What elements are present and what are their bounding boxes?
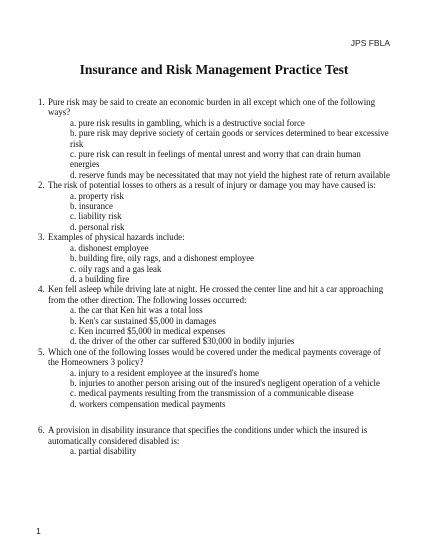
option-a: a. injury to a resident employee at the insured's home xyxy=(70,367,259,378)
question-text: The risk of potential losses to others as a result of injury or damage you may have caused is: xyxy=(48,180,376,191)
option-a: a. partial disability xyxy=(70,446,137,456)
question-2 xyxy=(38,180,390,232)
question-text: A provision in disability insurance that specifies the conditions under which the insured is automatically considered disabled is: xyxy=(48,425,368,446)
question-number: 5. xyxy=(38,346,45,357)
option-d: d. the driver of the other car suffered $30,000 in bodily injuries xyxy=(70,336,295,347)
question-number: 3. xyxy=(38,232,45,243)
option-c: c. Ken incurred $5,000 in medical expenses xyxy=(70,325,226,336)
question-number: 4. xyxy=(38,284,45,295)
question-text: Examples of physical hazards include: xyxy=(48,232,185,243)
document-title: Insurance and Risk Management Practice Test xyxy=(79,62,349,77)
option-b: b. building fire, oily rags, and a dishonest employee xyxy=(70,253,255,264)
question-4 xyxy=(38,284,390,346)
option-a: a. the car that Ken hit was a total loss xyxy=(70,305,203,316)
section-gap xyxy=(38,409,390,425)
option-d: d. a building fire xyxy=(70,273,130,284)
option-d: d. reserve funds may be necessitated that may not yield the highest rate of return available xyxy=(70,169,390,180)
option-d: d. workers compensation medical payments xyxy=(70,398,226,409)
question-number: 1. xyxy=(38,97,45,107)
question-text: Ken fell asleep while driving late at night. He crossed the center line and hit a car approaching from the other direction. The following losses occurred: xyxy=(48,284,384,305)
question-list xyxy=(38,97,390,456)
option-a: a. property risk xyxy=(70,190,124,201)
option-a: a. pure risk results in gambling, which is a destructive social force xyxy=(70,117,305,128)
option-b: b. insurance xyxy=(70,201,113,212)
question-number: 6. xyxy=(38,425,45,436)
question-3 xyxy=(38,232,390,284)
page-number: 1 xyxy=(36,526,41,536)
question-1 xyxy=(38,97,390,180)
option-c: c. liability risk xyxy=(70,211,122,222)
option-d: d. personal risk xyxy=(70,221,125,232)
option-a: a. dishonest employee xyxy=(70,242,149,253)
option-c: c. pure risk can result in feelings of mental unrest and worry that can drain human energies xyxy=(70,149,361,170)
question-text: Which one of the following losses would be covered under the medical payments coverage of the Homeowners 3 policy? xyxy=(48,346,381,368)
option-b: b. Ken's car sustained $5,000 in damages xyxy=(70,315,217,326)
header-org: JPS FBLA xyxy=(350,38,390,48)
option-c: c. oily rags and a gas leak xyxy=(70,263,162,274)
option-c: c. medical payments resulting from the transmission of a communicable disease xyxy=(70,388,354,399)
option-b: b. injuries to another person arising out of the insured's negligent operation of a vehicle xyxy=(70,377,380,388)
option-b: b. pure risk may deprive society of certain goods or services determined to bear excessive risk xyxy=(70,128,389,149)
question-number: 2. xyxy=(38,180,45,191)
question-5 xyxy=(38,347,390,409)
question-text: Pure risk may be said to create an economic burden in all except which one of the following ways? xyxy=(48,97,376,118)
question-6 xyxy=(38,425,390,456)
